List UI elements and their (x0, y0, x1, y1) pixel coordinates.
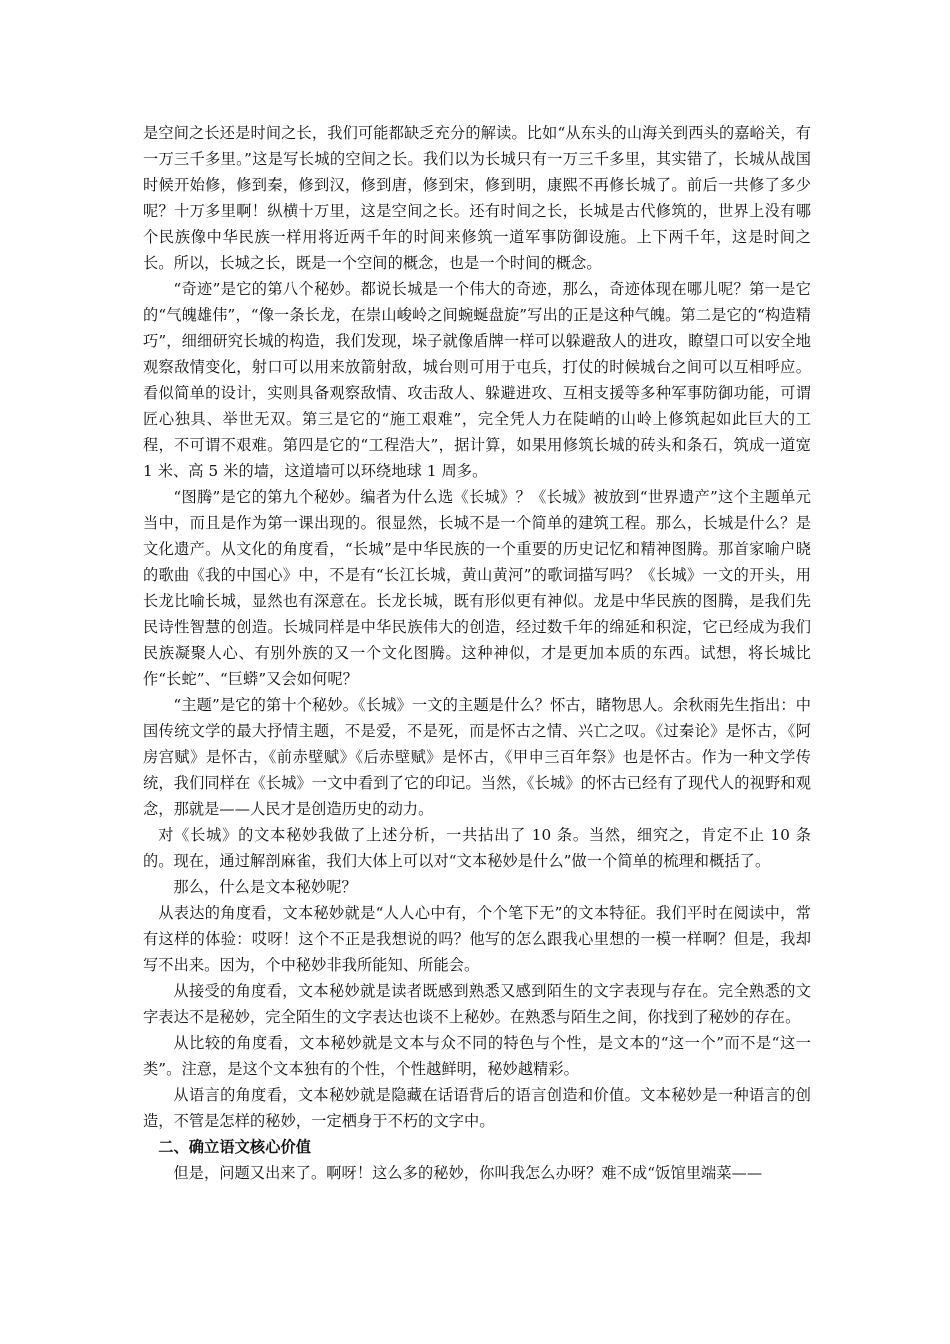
paragraph-comparison: 从比较的角度看，文本秘妙就是文本与众不同的特色与个性，是文本的“这一个”而不是“这一类”。注意，是这个文本独有的个性，个性越鲜明，秘妙越精彩。 (143, 1034, 811, 1078)
paragraph-language: 从语言的角度看，文本秘妙就是隐藏在话语背后的语言创造和价值。文本秘妙是一种语言的创造，不管是怎样的秘妙，一定栖身于不朽的文字中。 (143, 1086, 811, 1130)
paragraph-expression: 从表达的角度看，文本秘妙就是“人人心中有，个个笔下无”的文本特征。我们平时在阅读中，常有这样的体验：哎呀！这个不正是我想说的吗？他写的怎么跟我心里想的一模一样啊？但是，我却写不出来。因为，个中秘妙非我所能知、所能会。 (143, 904, 811, 974)
paragraph-last: 但是，问题又出来了。啊呀！这么多的秘妙，你叫我怎么办呀？难不成“饭馆里端菜—— (173, 1164, 763, 1182)
paragraph-theme: “主题”是它的第十个秘妙。《长城》一文的主题是什么？怀古，睹物思人。余秋雨先生指出：中国传统文学的最大抒情主题，不是爱，不是死，而是怀古之情、兴亡之叹。《过秦论》是怀古，《阿房宫赋》是怀古，《前赤壁赋》《后赤壁赋》是怀古，《甲申三百年祭》也是怀古。作为一种文学传统，我们同样在《长城》一文中看到了它的印记。当然，《长城》的怀古已经有了现代人的视野和观念，那就是——人民才是创造历史的动力。 (143, 696, 811, 818)
paragraph-question: 那么，什么是文本秘妙呢？ (173, 878, 357, 896)
paragraph-reception: 从接受的角度看，文本秘妙就是读者既感到熟悉又感到陌生的文字表现与存在。完全熟悉的文字表达不是秘妙，完全陌生的文字表达也谈不上秘妙。在熟悉与陌生之间，你找到了秘妙的存在。 (143, 982, 811, 1026)
section-heading: 二、确立语文核心价值 (158, 1138, 312, 1156)
paragraph-space-time: 是空间之长还是时间之长，我们可能都缺乏充分的解读。比如“从东头的山海关到西头的嘉峪关，有一万三千多里。”这是写长城的空间之长。我们以为长城只有一万三千多里，其实错了，长城从战国时候开始修，修到秦，修到汉，修到唐，修到宋，修到明，康熙不再修长城了。前后一共修了多少呢？十万多里啊！纵横十万里，这是空间之长。还有时间之长，长城是古代修筑的，世界上没有哪个民族像中华民族一样用将近两千年的时间来修筑一道军事防御设施。上下两千年，这是时间之长。所以，长城之长，既是一个空间的概念，也是一个时间的概念。 (143, 124, 811, 272)
document-body (143, 120, 811, 1186)
paragraph-totem: “图腾”是它的第九个秘妙。编者为什么选《长城》？《长城》被放到“世界遗产”这个主题单元当中，而且是作为第一课出现的。很显然，长城不是一个简单的建筑工程。那么，长城是什么？是文化遗产。从文化的角度看，“长城”是中华民族的一个重要的历史记忆和精神图腾。那首家喻户晓的歌曲《我的中国心》中，不是有“长江长城，黄山黄河”的歌词描写吗？《长城》一文的开头，用长龙比喻长城，显然也有深意在。长龙长城，既有形似更有神似。龙是中华民族的图腾，是我们先民诗性智慧的创造。长城同样是中华民族伟大的创造，经过数千年的绵延和积淀，它已经成为我们民族凝聚人心、有别外族的又一个文化图腾。这种神似，才是更加本质的东西。试想，将长城比作“长蛇”、“巨蟒”又会如何呢？ (143, 488, 811, 688)
paragraph-summary: 对《长城》的文本秘妙我做了上述分析，一共拈出了 10 条。当然，细究之，肯定不止 10 条的。现在，通过解剖麻雀，我们大体上可以对“文本秘妙是什么”做一个简单的梳理和概括了。 (143, 826, 811, 870)
paragraph-miracle: “奇迹”是它的第八个秘妙。都说长城是一个伟大的奇迹，那么，奇迹体现在哪儿呢？第一是它的“气魄雄伟”，“像一条长龙，在崇山峻岭之间蜿蜒盘旋”写出的正是这种气魄。第二是它的“构造精巧”，细细研究长城的构造，我们发现，垛子就像盾牌一样可以躲避敌人的进攻，瞭望口可以安全地观察敌情变化，射口可以用来放箭射敌，城台则可用于屯兵，打仗的时候城台之间可以互相呼应。看似简单的设计，实则具备观察敌情、攻击敌人、躲避进攻、互相支援等多种军事防御功能，可谓匠心独具、举世无双。第三是它的“施工艰难”，完全凭人力在陡峭的山岭上修筑起如此巨大的工程，不可谓不艰难。第四是它的“工程浩大”，据计算，如果用修筑长城的砖头和条石，筑成一道宽 1 米、高 5 米的墙，这道墙可以环绕地球 1 周多。 (143, 280, 811, 480)
